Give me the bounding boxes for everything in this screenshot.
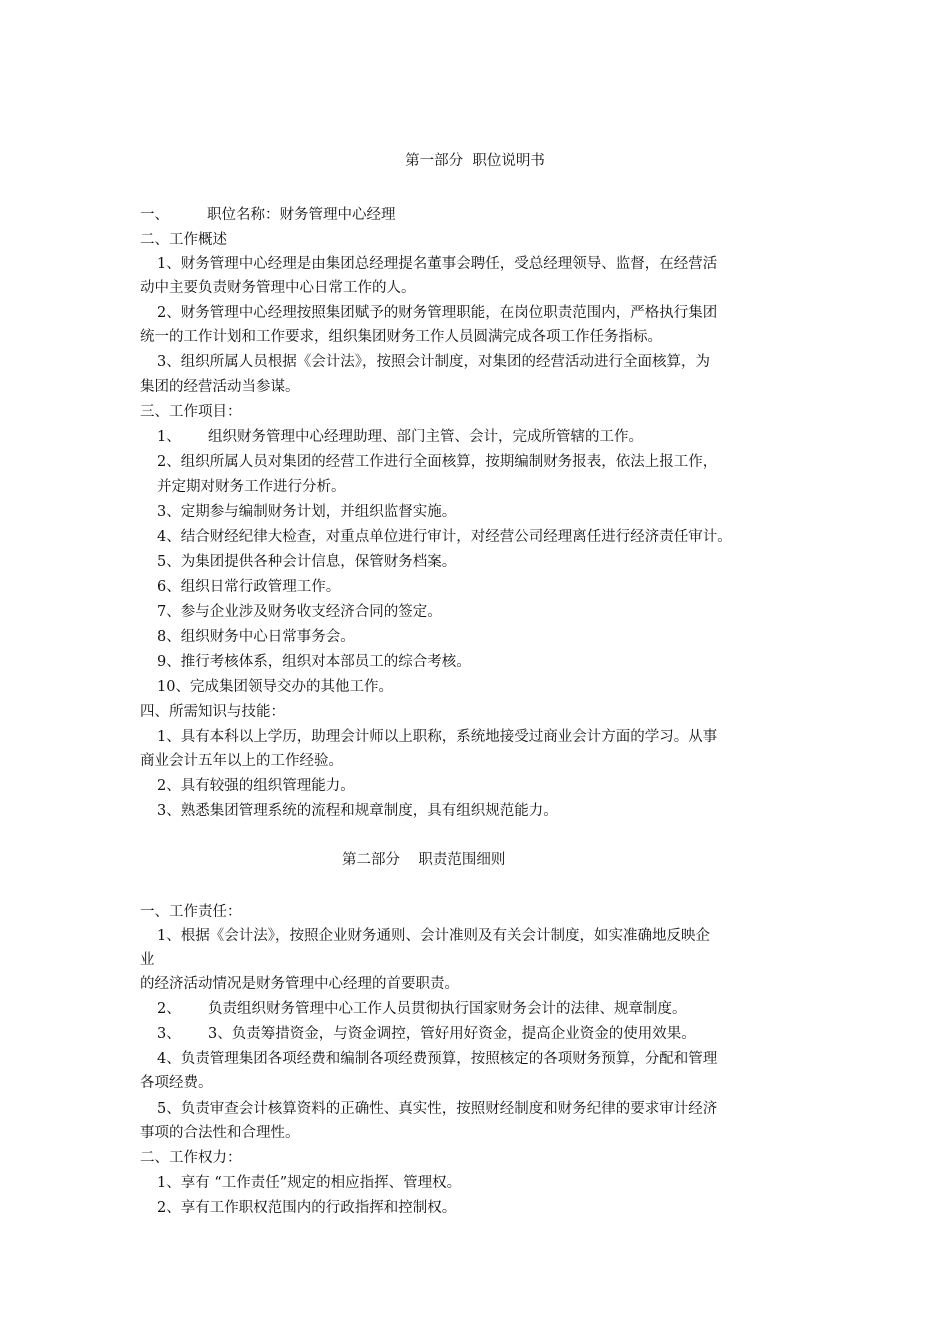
project-item-8: 8、组织财务中心日常事务会。 <box>157 629 355 645</box>
responsibility-item-3-number: 3、 <box>157 1026 181 1042</box>
project-item-2-line-2: 并定期对财务工作进行分析。 <box>157 479 346 495</box>
project-item-6: 6、组织日常行政管理工作。 <box>157 579 341 595</box>
authority-item-1: 1、享有 “工作责任”规定的相应指挥、管理权。 <box>157 1175 462 1191</box>
overview-item-2-line-2: 统一的工作计划和工作要求，组织集团财务工作人员圆满完成各项工作任务指标。 <box>140 329 662 345</box>
knowledge-item-1-line-2: 商业会计五年以上的工作经验。 <box>140 753 343 769</box>
overview-item-1-line-1: 1、财务管理中心经理是由集团总经理提名董事会聘任，受总经理领导、监督，在经营活 <box>157 256 718 272</box>
part2-title: 第二部分 职责范围细则 <box>342 852 506 868</box>
project-item-4: 4、结合财经纪律大检查，对重点单位进行审计，对经营公司经理离任进行经济责任审计。 <box>157 529 732 545</box>
responsibility-item-2-number: 2、 <box>157 1001 181 1017</box>
responsibility-item-1-line-2: 的经济活动情况是财务管理中心经理的首要职责。 <box>140 976 459 992</box>
project-item-9: 9、推行考核体系，组织对本部员工的综合考核。 <box>157 654 471 670</box>
position-number: 一、 <box>140 207 169 223</box>
project-item-7: 7、参与企业涉及财务收支经济合同的签定。 <box>157 604 442 620</box>
authority-item-2: 2、享有工作职权范围内的行政指挥和控制权。 <box>157 1200 457 1216</box>
project-item-2-line-1: 2、组织所属人员对集团的经营工作进行全面核算，按期编制财务报表，依法上报工作， <box>157 454 718 470</box>
part1-title: 第一部分 职位说明书 <box>405 153 545 169</box>
overview-item-1-line-2: 动中主要负责财务管理中心日常工作的人。 <box>140 280 416 296</box>
knowledge-item-3: 3、熟悉集团管理系统的流程和规章制度，具有组织规范能力。 <box>157 803 558 819</box>
position-name: 职位名称：财务管理中心经理 <box>207 207 396 223</box>
responsibility-heading: 一、工作责任： <box>140 904 242 920</box>
project-item-10: 10、完成集团领导交办的其他工作。 <box>157 679 393 695</box>
knowledge-item-1-line-1: 1、具有本科以上学历，助理会计师以上职称，系统地接受过商业会计方面的学习。从事 <box>157 729 718 745</box>
responsibility-item-5-line-1: 5、负责审查会计核算资料的正确性、真实性，按照财经制度和财务纪律的要求审计经济 <box>157 1101 718 1117</box>
knowledge-item-2: 2、具有较强的组织管理能力。 <box>157 778 355 794</box>
responsibility-item-2-text: 负责组织财务管理中心工作人员贯彻执行国家财务会计的法律、规章制度。 <box>208 1001 687 1017</box>
responsibility-item-5-line-2: 事项的合法性和合理性。 <box>140 1125 300 1141</box>
overview-item-2-line-1: 2、财务管理中心经理按照集团赋予的财务管理职能，在岗位职责范围内，严格执行集团 <box>157 305 718 321</box>
project-item-1-number: 1、 <box>157 429 181 445</box>
responsibility-item-4-line-1: 4、负责管理集团各项经费和编制各项经费预算，按照核定的各项财务预算，分配和管理 <box>157 1051 718 1067</box>
project-item-5: 5、为集团提供各种会计信息，保管财务档案。 <box>157 554 457 570</box>
project-item-1-text: 组织财务管理中心经理助理、部门主管、会计，完成所管辖的工作。 <box>208 429 643 445</box>
overview-heading: 二、工作概述 <box>140 232 227 248</box>
responsibility-item-3-text: 3、负责筹措资金，与资金调控，管好用好资金，提高企业资金的使用效果。 <box>208 1026 696 1042</box>
responsibility-item-1-wrap: 业 <box>140 952 155 968</box>
project-item-3: 3、定期参与编制财务计划，并组织监督实施。 <box>157 504 457 520</box>
projects-heading: 三、工作项目： <box>140 404 242 420</box>
overview-item-3-line-2: 集团的经营活动当参谋。 <box>140 379 300 395</box>
responsibility-item-4-line-2: 各项经费。 <box>140 1075 213 1091</box>
knowledge-heading: 四、所需知识与技能： <box>140 704 285 720</box>
overview-item-3-line-1: 3、组织所属人员根据《会计法》，按照会计制度，对集团的经营活动进行全面核算，为 <box>157 354 710 370</box>
authority-heading: 二、工作权力： <box>140 1150 242 1166</box>
responsibility-item-1-line-1: 1、根据《会计法》，按照企业财务通则、会计准则及有关会计制度，如实准确地反映企 <box>157 928 710 944</box>
